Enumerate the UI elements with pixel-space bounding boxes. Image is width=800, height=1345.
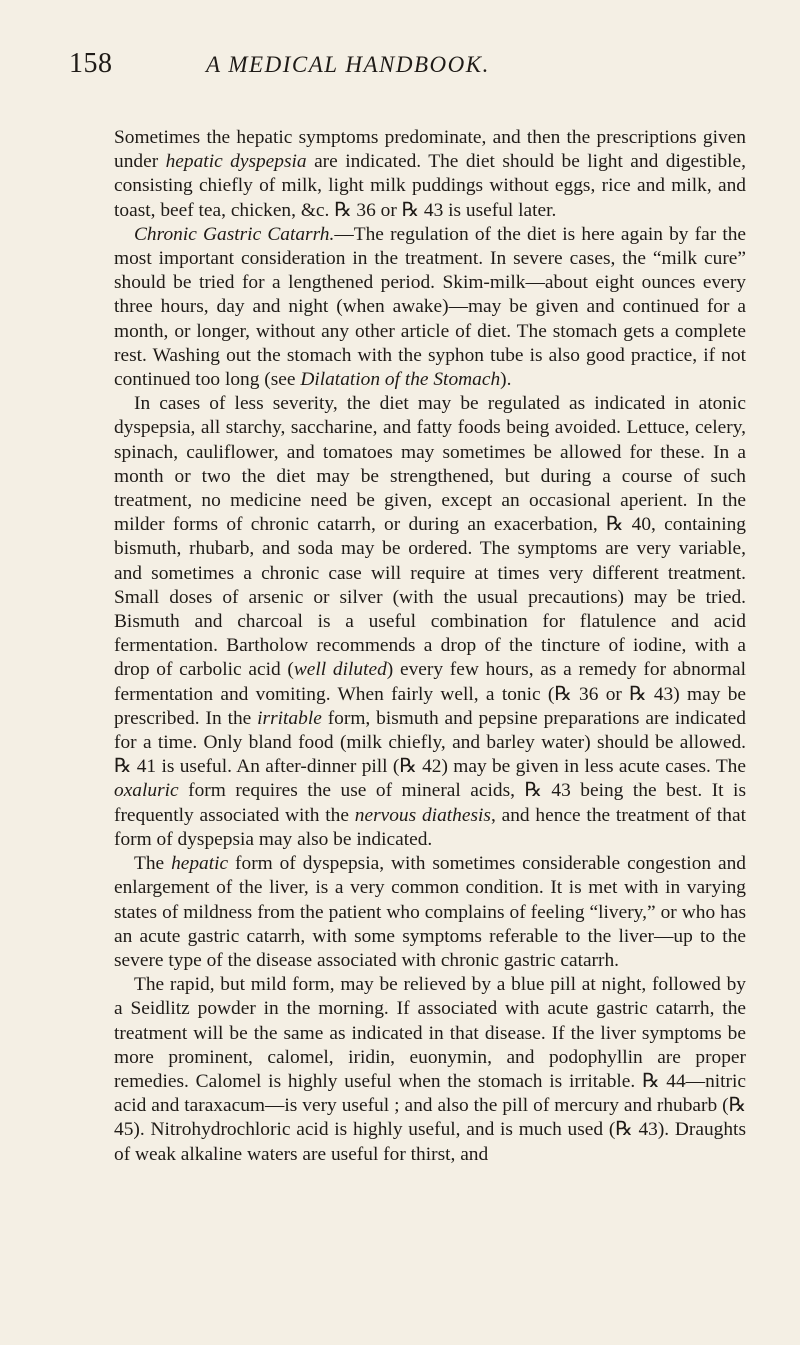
page-header	[0, 48, 800, 88]
text-run: In cases of less severity, the diet may be regulated as indicated in atonic dyspepsia, all starchy, saccharine, and fatty foods being avoided. Lettuce, celery, spinach, cauliflower, and tomatoes may sometimes be allowed for these. In a month or two the diet may be strengthened, but during a course of such treatment, no medicine need be given, except an occasional aperient. In the milder forms of chronic catarrh, or during an exacerbation, ℞ 40, containing bismuth, rhubarb, and soda may be ordered. The symptoms are very variable, and sometimes a chronic case will require at times very different treatment. Small doses of arsenic or silver (with the usual precautions) may be tried. Bismuth and charcoal is a useful combination for flatulence and acid fermentation. Bartholow recommends a drop of the tincture of iodine, with a drop of carbolic acid (	[114, 393, 746, 681]
text-run: ) every few hours, as a remedy for abnormal fermentation and vomiting. When fairly well, a tonic (℞ 36 or ℞ 43) may be prescribed. In the	[114, 659, 747, 729]
text-run-italic: oxaluric	[114, 780, 179, 802]
text-run-italic: hepatic	[171, 853, 229, 875]
text-run: —The regulation of the diet is here again by far the most important consideration in the treatment. In severe cases, the “milk cure” should be tried for a lengthened period. Skim-milk—about eight ounces every three hours, day and night (when awake)—may be given and continued for a month, or longer, without any other article of diet. The stomach gets a complete rest. Washing out the stomach with the syphon tube is also good practice, if not continued too long (see	[114, 223, 747, 391]
section-heading: Chronic Gastric Catarrh.	[134, 223, 335, 245]
text-run: form requires the use of mineral acids, ℞ 43 being the best. It is frequently associated with the	[114, 780, 746, 826]
text-run: form, bismuth and pepsine preparations are indicated for a time. Only bland food (milk chiefly, and barley water) should be allowed. ℞ 41 is useful. An after-dinner pill (℞ 42) may be given in less acute cases. The	[114, 707, 746, 778]
body-text	[114, 126, 746, 1167]
paragraph-less-severity	[114, 392, 746, 852]
paragraph-hepatic-form	[114, 852, 746, 973]
text-run-italic: nervous diathesis	[354, 804, 491, 826]
text-run-italic: Dilatation of the Stomach	[300, 369, 501, 391]
text-run: ).	[500, 369, 512, 391]
page-number: 158	[69, 48, 113, 79]
running-title: A MEDICAL HANDBOOK.	[206, 52, 490, 77]
paragraph-hepatic-symptoms	[114, 126, 746, 223]
text-run-italic: hepatic dyspepsia	[165, 151, 307, 173]
text-run: Sometimes the hepatic symptoms predominate, and then the prescriptions given under	[114, 127, 746, 173]
text-run-italic: irritable	[257, 707, 322, 729]
text-run: , and hence the treatment of that form of dyspepsia may also be indicated.	[114, 804, 747, 850]
paragraph-chronic-gastric-catarrh	[114, 223, 746, 392]
text-run: form of dyspepsia, with sometimes considerable congestion and enlargement of the liver, is a very common condition. It is met with in varying states of mildness from the patient who complains of feeling “livery,” or who has an acute gastric catarrh, with some symptoms referable to the liver—up to the severe type of the disease associated with chronic gastric catarrh.	[114, 853, 746, 971]
text-run: are indicated. The diet should be light and digestible, consisting chiefly of milk, light milk puddings without eggs, rice and milk, and toast, beef tea, chicken, &c. ℞ 36 or ℞ 43 is useful later.	[114, 151, 746, 221]
paragraph-rapid-mild-form	[114, 973, 746, 1167]
text-run: The rapid, but mild form, may be relieved by a blue pill at night, followed by a Seidlitz powder in the morning. If associated with acute gastric catarrh, the treatment will be the same as indicated in that disease. If the liver symptoms be more prominent, calomel, iridin, euonymin, and podophyllin are proper remedies. Calomel is highly useful when the stomach is irritable. ℞ 44—nitric acid and taraxacum—is very useful ; and also the pill of mercury and rhubarb (℞ 45). Nitrohydrochloric acid is highly useful, and is much used (℞ 43). Draughts of weak alkaline waters are useful for thirst, and	[114, 974, 746, 1165]
text-run: The	[134, 853, 172, 875]
text-run-italic: well diluted	[293, 659, 387, 681]
